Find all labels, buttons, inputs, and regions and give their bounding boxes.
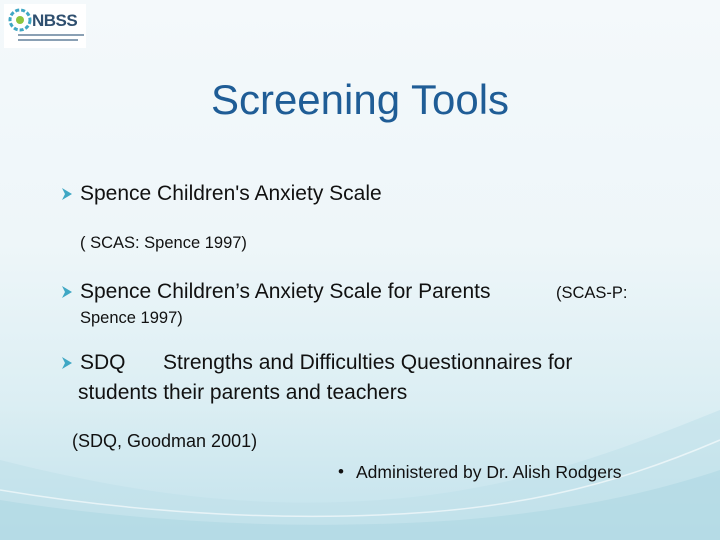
- logo-tagline-line: [18, 34, 84, 36]
- bullet-1-text: Spence Children's Anxiety Scale: [80, 182, 382, 205]
- bullet-2-text: Spence Children’s Anxiety Scale for Parents: [80, 280, 491, 303]
- logo-text: NBSS: [32, 11, 78, 30]
- note-marker: •: [338, 462, 344, 481]
- bullet-2-citation-start: (SCAS-P:: [556, 284, 628, 302]
- bullet-3-text: Strengths and Difficulties Questionnaires for: [163, 351, 573, 374]
- administered-note: Administered by Dr. Alish Rodgers: [356, 462, 622, 482]
- bullet-icon: [60, 187, 74, 201]
- bullet-3-lead: SDQ: [80, 351, 126, 374]
- bullet-icon: [60, 285, 74, 299]
- logo-mark-icon: [8, 8, 32, 32]
- nbss-logo: [4, 4, 86, 48]
- bullet-icon: [60, 356, 74, 370]
- bullet-1-citation: ( SCAS: Spence 1997): [80, 234, 247, 252]
- bullet-3-citation: (SDQ, Goodman 2001): [72, 431, 258, 451]
- bullet-2-citation-end: Spence 1997): [80, 309, 183, 327]
- bullet-3-text-line2: students their parents and teachers: [78, 381, 408, 404]
- page-title: Screening Tools: [210, 76, 510, 123]
- logo-tagline-line: [18, 39, 78, 41]
